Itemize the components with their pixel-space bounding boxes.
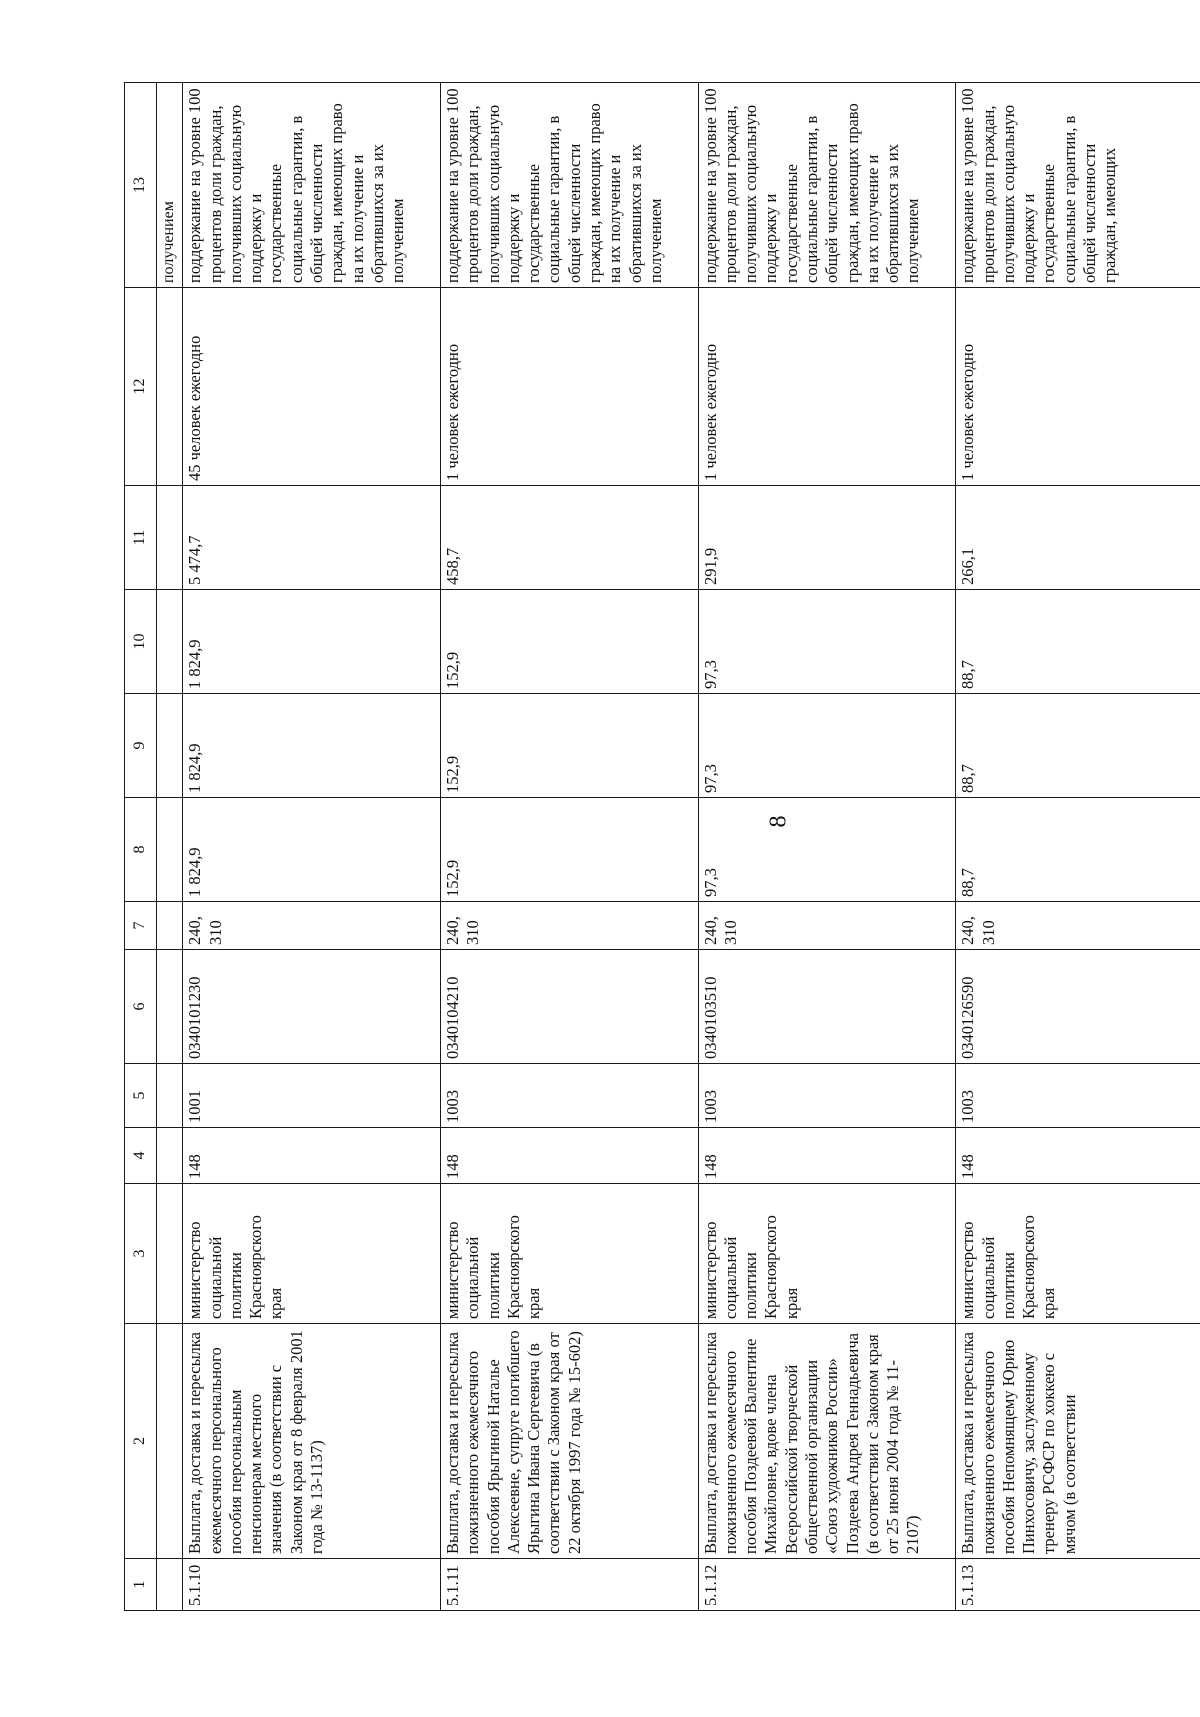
row-number: 5.1.13	[956, 1559, 1200, 1611]
row-description: Выплата, доставка и пересылка пожизненного ежемесячного пособия Непомнящему Юрию Пинхосовичу, заслуженному тренеру РСФСР по хоккею с мячом (в соответствии	[956, 1324, 1200, 1559]
row-amount-year3: 88,7	[956, 590, 1200, 694]
row-description: Выплата, доставка и пересылка пожизненного ежемесячного пособия Ярыгиной Наталье Алексеевне, супруге погибшего Ярыгина Ивана Сергеевича (в соответствии с Законом края от 22 октября 1997 года № 15-602)	[440, 1324, 698, 1559]
program-table	[124, 82, 1200, 1611]
row-code-csr: 0340126590	[956, 950, 1200, 1064]
row-amount-total: 5 474,7	[183, 486, 441, 590]
row-indicator: поддержание на уровне 100 процентов доли граждан, получивших социальную поддержку и государственные социальные гарантии, в общей численности граждан, имеющих право на их получение и обратившихся за их получением	[440, 83, 698, 288]
column-header: 6	[125, 950, 157, 1064]
row-amount-year2: 1 824,9	[183, 694, 441, 798]
row-description: Выплата, доставка и пересылка пожизненного ежемесячного пособия Поздеевой Валентине Михайловне, вдове члена Всероссийской творческой общественной организации «Союз художников России» Поздеева Андрея Геннадьевича (в соответствии с Законом края от 25 июня 2004 года № 11-2107)	[698, 1324, 956, 1559]
column-header: 1	[125, 1559, 157, 1611]
row-amount-year1: 97,3	[698, 798, 956, 902]
page-number: 8	[765, 815, 792, 828]
table-row	[440, 83, 698, 1611]
rotated-table-wrapper	[124, 83, 1200, 1611]
row-indicator: поддержание на уровне 100 процентов доли граждан, получивших социальную поддержку и государственные социальные гарантии, в общей численности граждан, имеющих	[956, 83, 1200, 288]
column-header: 9	[125, 694, 157, 798]
column-header: 2	[125, 1324, 157, 1559]
row-description: Выплата, доставка и пересылка ежемесячного персонального пособия персональным пенсионерам местного значения (в соответствии с Законом края от 8 февраля 2001 года № 13-1137)	[183, 1324, 441, 1559]
continuation-text: получением	[156, 83, 183, 288]
column-header: 12	[125, 288, 157, 486]
row-amount-year3: 152,9	[440, 590, 698, 694]
row-executor: министерство социальной политики Красноярского края	[440, 1184, 698, 1324]
row-executor: министерство социальной политики Красноярского края	[698, 1184, 956, 1324]
row-expected-result: 45 человек ежегодно	[183, 288, 441, 486]
row-amount-year3: 97,3	[698, 590, 956, 694]
row-code-vr: 240, 310	[698, 902, 956, 950]
row-code-grbs: 148	[183, 1128, 441, 1184]
table-row	[183, 83, 441, 1611]
row-code-grbs: 148	[698, 1128, 956, 1184]
row-number: 5.1.12	[698, 1559, 956, 1611]
row-amount-total: 291,9	[698, 486, 956, 590]
continuation-row	[156, 83, 183, 1611]
row-code-vr: 240, 310	[956, 902, 1200, 950]
column-header: 3	[125, 1184, 157, 1324]
row-expected-result: 1 человек ежегодно	[956, 288, 1200, 486]
row-amount-year1: 1 824,9	[183, 798, 441, 902]
column-header: 10	[125, 590, 157, 694]
column-header-row	[125, 83, 157, 1611]
column-header: 4	[125, 1128, 157, 1184]
row-code-rzpr: 1003	[698, 1064, 956, 1128]
table-row	[956, 83, 1200, 1611]
row-amount-year3: 1 824,9	[183, 590, 441, 694]
row-code-vr: 240, 310	[440, 902, 698, 950]
row-code-grbs: 148	[440, 1128, 698, 1184]
column-header: 7	[125, 902, 157, 950]
row-expected-result: 1 человек ежегодно	[440, 288, 698, 486]
row-code-rzpr: 1003	[440, 1064, 698, 1128]
column-header: 8	[125, 798, 157, 902]
row-number: 5.1.10	[183, 1559, 441, 1611]
row-amount-year2: 88,7	[956, 694, 1200, 798]
row-expected-result: 1 человек ежегодно	[698, 288, 956, 486]
row-code-grbs: 148	[956, 1128, 1200, 1184]
row-code-vr: 240, 310	[183, 902, 441, 950]
row-amount-year2: 152,9	[440, 694, 698, 798]
row-code-csr: 0340101230	[183, 950, 441, 1064]
row-amount-total: 458,7	[440, 486, 698, 590]
row-executor: министерство социальной политики Красноярского края	[183, 1184, 441, 1324]
row-indicator: поддержание на уровне 100 процентов доли граждан, получивших социальную поддержку и государственные социальные гарантии, в общей численности граждан, имеющих право на их получение и обратившихся за их получением	[183, 83, 441, 288]
row-amount-year2: 97,3	[698, 694, 956, 798]
row-code-csr: 0340103510	[698, 950, 956, 1064]
row-code-rzpr: 1003	[956, 1064, 1200, 1128]
row-code-csr: 0340104210	[440, 950, 698, 1064]
row-executor: министерство социальной политики Красноярского края	[956, 1184, 1200, 1324]
table-row	[698, 83, 956, 1611]
row-indicator: поддержание на уровне 100 процентов доли граждан, получивших социальную поддержку и государственные социальные гарантии, в общей численности граждан, имеющих право на их получение и обратившихся за их получением	[698, 83, 956, 288]
column-header: 11	[125, 486, 157, 590]
row-amount-year1: 88,7	[956, 798, 1200, 902]
row-code-rzpr: 1001	[183, 1064, 441, 1128]
row-number: 5.1.11	[440, 1559, 698, 1611]
row-amount-year1: 152,9	[440, 798, 698, 902]
column-header: 13	[125, 83, 157, 288]
column-header: 5	[125, 1064, 157, 1128]
row-amount-total: 266,1	[956, 486, 1200, 590]
